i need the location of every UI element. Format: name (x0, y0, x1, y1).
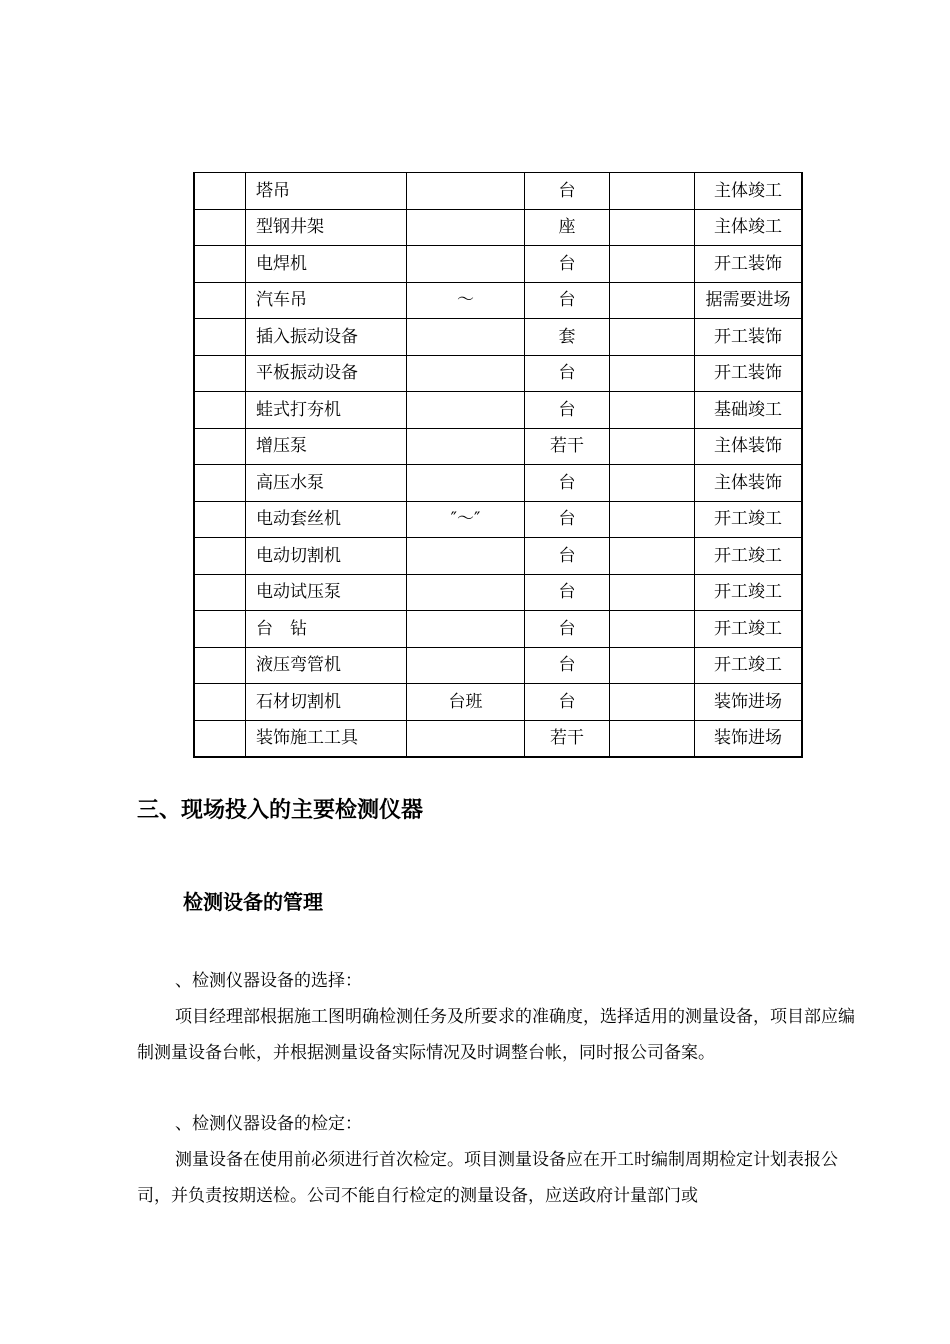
cell-number (194, 428, 246, 465)
table-row (194, 173, 802, 210)
cell-quantity (610, 538, 695, 575)
cell-number (194, 173, 246, 210)
cell-quantity (610, 611, 695, 648)
cell-equipment-name: 高压水泵 (246, 465, 407, 502)
cell-equipment-name: 石材切割机 (246, 684, 407, 721)
cell-spec (407, 173, 525, 210)
cell-quantity (610, 428, 695, 465)
cell-entry-time: 主体装饰 (695, 428, 803, 465)
cell-quantity (610, 319, 695, 356)
equipment-table-body (194, 173, 802, 758)
cell-unit: 台 (525, 501, 610, 538)
cell-number (194, 684, 246, 721)
cell-spec (407, 574, 525, 611)
cell-quantity (610, 173, 695, 210)
equipment-table (193, 172, 803, 758)
cell-spec (407, 538, 525, 575)
cell-quantity (610, 647, 695, 684)
cell-spec (407, 246, 525, 283)
cell-entry-time: 据需要进场 (695, 282, 803, 319)
cell-equipment-name: 插入振动设备 (246, 319, 407, 356)
paragraph-verification-title: 、检测仪器设备的检定： (175, 1114, 362, 1134)
cell-unit: 台 (525, 611, 610, 648)
cell-number (194, 538, 246, 575)
cell-quantity (610, 246, 695, 283)
cell-number (194, 282, 246, 319)
cell-equipment-name: 蛙式打夯机 (246, 392, 407, 429)
cell-equipment-name: 台 钻 (246, 611, 407, 648)
cell-quantity (610, 465, 695, 502)
paragraph-selection-title: 、检测仪器设备的选择： (175, 971, 362, 991)
cell-quantity (610, 684, 695, 721)
cell-unit: 台 (525, 574, 610, 611)
cell-entry-time: 主体装饰 (695, 465, 803, 502)
cell-equipment-name: 塔吊 (246, 173, 407, 210)
cell-entry-time: 开工装饰 (695, 355, 803, 392)
table-row (194, 501, 802, 538)
cell-equipment-name: 汽车吊 (246, 282, 407, 319)
cell-entry-time: 开工竣工 (695, 611, 803, 648)
cell-unit: 台 (525, 246, 610, 283)
cell-number (194, 611, 246, 648)
cell-entry-time: 开工竣工 (695, 647, 803, 684)
cell-unit: 套 (525, 319, 610, 356)
cell-spec: ″～″ (407, 501, 525, 538)
table-row (194, 355, 802, 392)
cell-equipment-name: 电动试压泵 (246, 574, 407, 611)
cell-entry-time: 主体竣工 (695, 173, 803, 210)
cell-equipment-name: 平板振动设备 (246, 355, 407, 392)
table-row (194, 611, 802, 648)
cell-entry-time: 开工竣工 (695, 501, 803, 538)
cell-unit: 台 (525, 173, 610, 210)
cell-unit: 若干 (525, 428, 610, 465)
cell-entry-time: 基础竣工 (695, 392, 803, 429)
table-row (194, 465, 802, 502)
cell-entry-time: 开工竣工 (695, 574, 803, 611)
cell-unit: 台 (525, 282, 610, 319)
cell-spec (407, 611, 525, 648)
cell-number (194, 465, 246, 502)
cell-quantity (610, 209, 695, 246)
cell-unit: 台 (525, 684, 610, 721)
cell-unit: 台 (525, 647, 610, 684)
cell-number (194, 319, 246, 356)
cell-entry-time: 开工竣工 (695, 538, 803, 575)
paragraph-verification-body: 测量设备在使用前必须进行首次检定。项目测量设备应在开工时编制周期检定计划表报公司，并负责按期送检。公司不能自行检定的测量设备，应送政府计量部门或 (137, 1150, 838, 1206)
cell-number (194, 246, 246, 283)
table-row (194, 538, 802, 575)
cell-entry-time: 装饰进场 (695, 684, 803, 721)
cell-quantity (610, 392, 695, 429)
cell-spec (407, 392, 525, 429)
cell-unit: 若干 (525, 720, 610, 757)
cell-quantity (610, 355, 695, 392)
cell-spec (407, 428, 525, 465)
cell-entry-time: 装饰进场 (695, 720, 803, 757)
table-row (194, 684, 802, 721)
cell-unit: 座 (525, 209, 610, 246)
cell-spec (407, 647, 525, 684)
table-row (194, 246, 802, 283)
cell-unit: 台 (525, 538, 610, 575)
cell-spec: ～ (407, 282, 525, 319)
cell-number (194, 647, 246, 684)
section-heading: 三、现场投入的主要检测仪器 (137, 798, 424, 823)
cell-quantity (610, 574, 695, 611)
table-row (194, 209, 802, 246)
cell-equipment-name: 电动切割机 (246, 538, 407, 575)
cell-entry-time: 开工装饰 (695, 319, 803, 356)
table-row (194, 574, 802, 611)
cell-equipment-name: 装饰施工工具 (246, 720, 407, 757)
cell-equipment-name: 增压泵 (246, 428, 407, 465)
cell-entry-time: 主体竣工 (695, 209, 803, 246)
table-row (194, 319, 802, 356)
cell-equipment-name: 电焊机 (246, 246, 407, 283)
cell-unit: 台 (525, 465, 610, 502)
cell-unit: 台 (525, 392, 610, 429)
cell-equipment-name: 液压弯管机 (246, 647, 407, 684)
cell-spec (407, 720, 525, 757)
cell-number (194, 209, 246, 246)
cell-equipment-name: 电动套丝机 (246, 501, 407, 538)
cell-number (194, 720, 246, 757)
paragraph-selection-body: 项目经理部根据施工图明确检测任务及所要求的准确度，选择适用的测量设备，项目部应编制测量设备台帐，并根据测量设备实际情况及时调整台帐，同时报公司备案。 (137, 1007, 855, 1063)
cell-unit: 台 (525, 355, 610, 392)
table-row (194, 428, 802, 465)
cell-entry-time: 开工装饰 (695, 246, 803, 283)
table-row (194, 647, 802, 684)
table-row (194, 720, 802, 757)
cell-quantity (610, 720, 695, 757)
cell-spec: 台班 (407, 684, 525, 721)
cell-spec (407, 319, 525, 356)
sub-heading: 检测设备的管理 (183, 890, 323, 914)
table-row (194, 282, 802, 319)
cell-spec (407, 209, 525, 246)
cell-number (194, 501, 246, 538)
table-row (194, 392, 802, 429)
cell-number (194, 355, 246, 392)
cell-equipment-name: 型钢井架 (246, 209, 407, 246)
cell-number (194, 392, 246, 429)
cell-spec (407, 465, 525, 502)
cell-spec (407, 355, 525, 392)
cell-quantity (610, 282, 695, 319)
cell-number (194, 574, 246, 611)
cell-quantity (610, 501, 695, 538)
